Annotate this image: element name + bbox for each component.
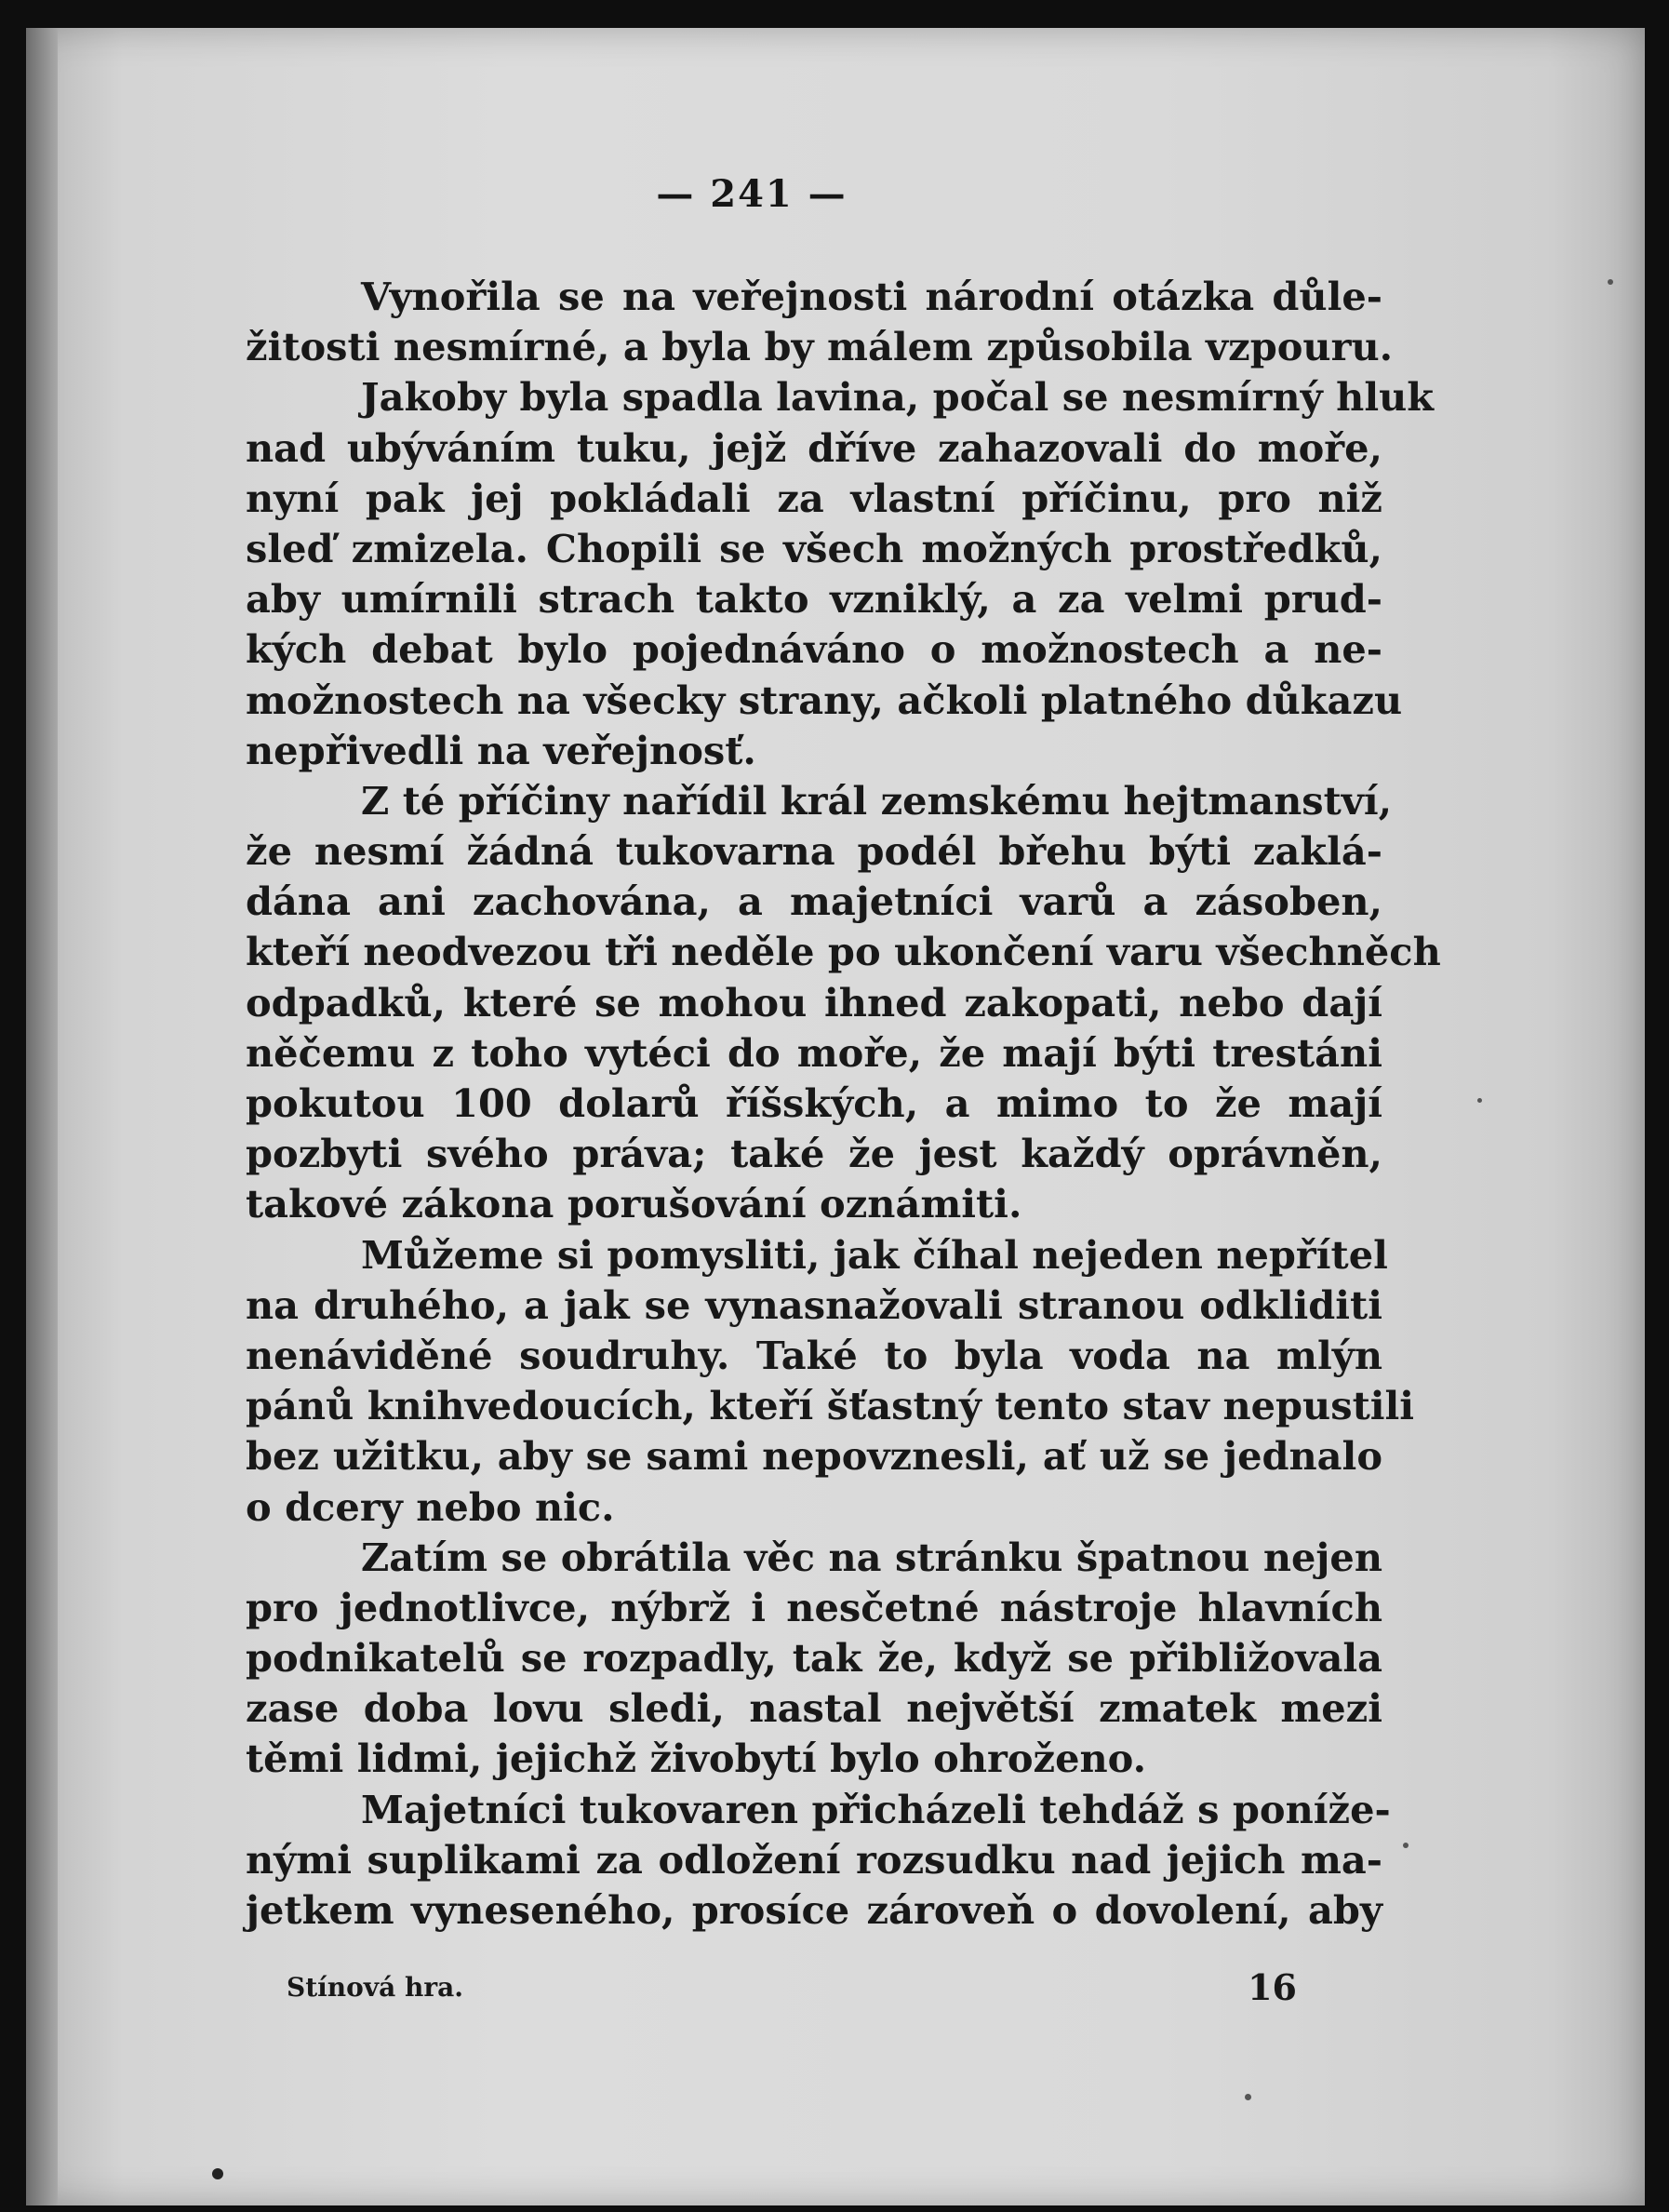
page-gutter <box>26 28 58 2205</box>
text-line: Vynořila se na veřejnosti národní otázka důle- <box>361 274 1382 319</box>
text-line: nad ubýváním tuku, jejž dříve zahazovali do moře, <box>246 424 1382 471</box>
text-line: Majetníci tukovaren přicházeli tehdáž s poníže- <box>361 1786 1391 1832</box>
page-footer <box>287 1966 1297 2013</box>
text-line: nyní pak jej pokládali za vlastní příčinu, pro niž <box>246 475 1382 521</box>
text-line: nými suplikami za odložení rozsudku nad jejich ma- <box>246 1836 1382 1883</box>
scan-speck <box>1608 279 1613 285</box>
scan-speck <box>1403 1843 1409 1848</box>
page-number-header: — 241 — <box>656 172 848 216</box>
text-line: pro jednotlivce, nýbrž i nesčetné nástroje hlavních <box>246 1584 1382 1630</box>
text-line: jetkem vyneseného, prosíce zároveň o dovolení, aby <box>246 1887 1382 1933</box>
text-line: sleď zmizela. Chopili se všech možných prostředků, <box>246 525 1382 571</box>
text-line: Jakoby byla spadla lavina, počal se nesmírný hluk <box>361 374 1435 421</box>
footer-sheet-number: 16 <box>1248 1966 1297 2008</box>
text-line: pokutou 100 dolarů říšských, a mimo to že mají <box>246 1080 1382 1126</box>
text-line: nepřivedli na veřejnosť. <box>246 727 756 773</box>
text-line: pozbyti svého práva; také že jest každý oprávněn, <box>246 1131 1382 1177</box>
text-line: odpadků, které se mohou ihned zakopati, nebo dají <box>246 979 1382 1026</box>
text-line: o dcery nebo nic. <box>246 1483 615 1530</box>
body-text <box>246 272 1441 1936</box>
text-line: že nesmí žádná tukovarna podél břehu býti zaklá- <box>246 828 1382 875</box>
text-line: dána ani zachována, a majetníci varů a zásoben, <box>246 878 1382 925</box>
book-page <box>26 28 1645 2205</box>
text-line: aby umírnili strach takto vzniklý, a za velmi prud- <box>246 576 1382 623</box>
text-line: kých debat bylo pojednáváno o možnostech a ne- <box>246 626 1382 673</box>
scan-speck <box>212 2168 223 2179</box>
text-line: Můžeme si pomysliti, jak číhal nejeden nepřítel <box>361 1231 1388 1278</box>
text-line: těmi lidmi, jejichž živobytí bylo ohroženo. <box>246 1736 1147 1782</box>
text-line: zase doba lovu sledi, nastal největší zmatek mezi <box>246 1685 1382 1732</box>
text-line: pánů knihvedoucích, kteří šťastný tento stav nepustili <box>246 1383 1415 1429</box>
text-line: na druhého, a jak se vynasnažovali stranou odkliditi <box>246 1281 1382 1328</box>
text-line: něčemu z toho vytéci do moře, že mají býti trestáni <box>246 1029 1382 1076</box>
footer-signature: Stínová hra. <box>287 1972 463 2003</box>
text-line: Zatím se obrátila věc na stránku špatnou nejen <box>361 1534 1382 1580</box>
text-line: možnostech na všecky strany, ačkoli platného důkazu <box>246 677 1403 723</box>
scan-speck <box>1245 2094 1251 2100</box>
scan-speck <box>1477 1098 1482 1103</box>
text-line: takové zákona porušování oznámiti. <box>246 1181 1022 1227</box>
text-line: Z té příčiny nařídil král zemskému hejtmanství, <box>361 777 1393 824</box>
text-line: nenáviděné soudruhy. Také to byla voda na mlýn <box>246 1332 1382 1378</box>
text-line: kteří neodvezou tři neděle po ukončení varu všechněch <box>246 929 1441 975</box>
text-line: podnikatelů se rozpadly, tak že, když se přibližovala <box>246 1635 1382 1682</box>
text-line: žitosti nesmírné, a byla by málem způsobila vzpouru. <box>246 324 1394 370</box>
text-line: bez užitku, aby se sami nepovznesli, ať už se jednalo <box>246 1433 1382 1480</box>
